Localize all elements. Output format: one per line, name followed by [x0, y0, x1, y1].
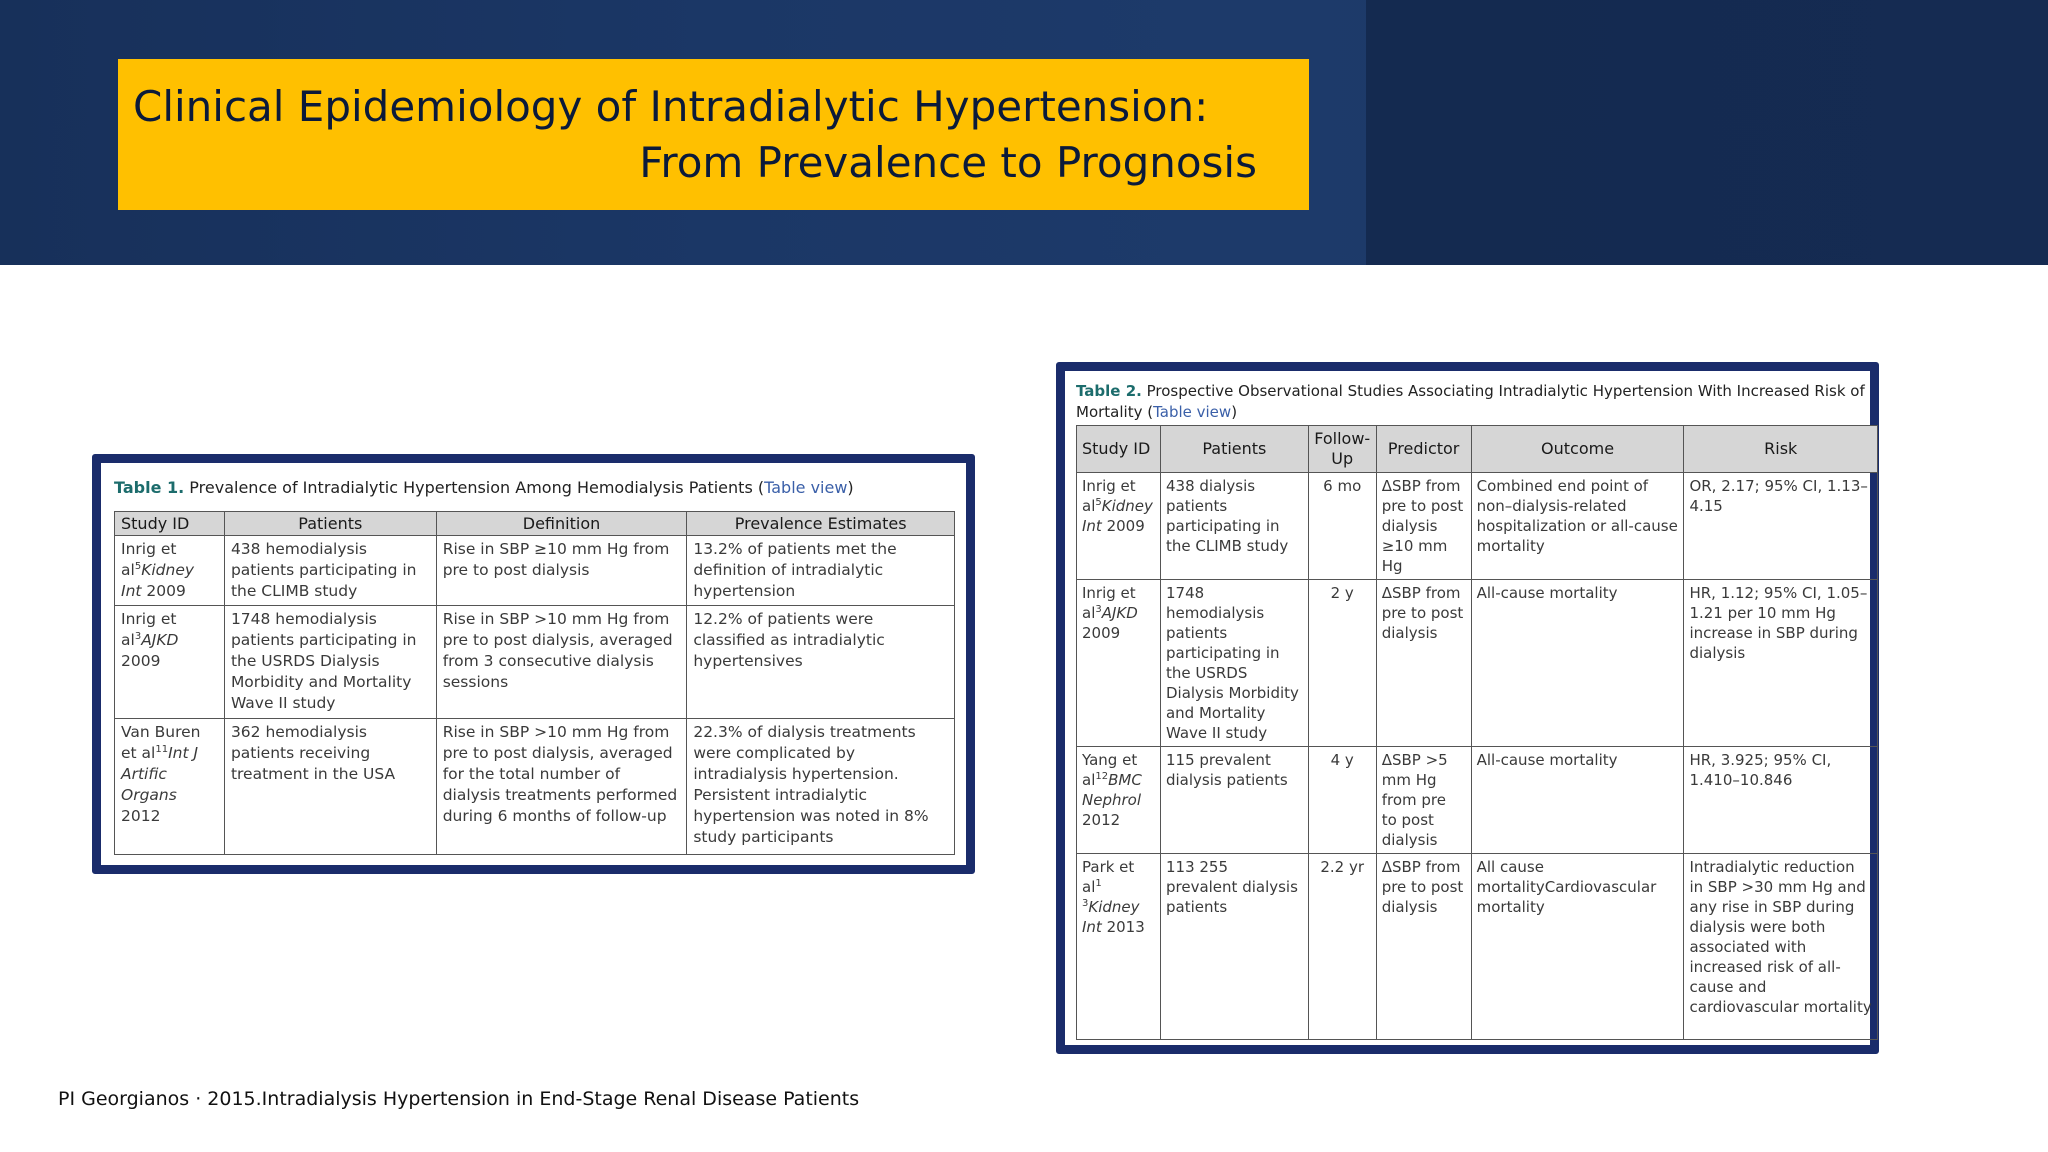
study-id-cell	[1077, 473, 1161, 580]
table2-caption-end: )	[1231, 403, 1238, 421]
slide-footer-citation: PI Georgianos · 2015.Intradialysis Hypertension in End-Stage Renal Disease Patients	[58, 1088, 860, 1110]
patients-cell: 115 prevalent dialysis patients	[1160, 747, 1308, 854]
table2-header-followup: Follow-Up	[1308, 426, 1376, 473]
definition-cell: Rise in SBP >10 mm Hg from pre to post dialysis, averaged from 3 consecutive dialysis sessions	[436, 606, 687, 719]
table2-header-outcome: Outcome	[1471, 426, 1684, 473]
patients-cell: 438 hemodialysis patients participating in the CLIMB study	[224, 536, 436, 606]
study-journal: AJKD	[141, 631, 179, 649]
table2-caption	[1076, 381, 1876, 423]
study-journal: Kidney Int	[121, 561, 195, 600]
study-ref: 11	[155, 743, 169, 755]
study-year: 2009	[1101, 517, 1145, 535]
study-id-cell	[115, 536, 225, 606]
study-id-cell	[1077, 580, 1161, 747]
outcome-cell: All cause mortalityCardiovascular mortality	[1471, 854, 1684, 1040]
study-author: Inrig et al	[1082, 584, 1136, 622]
table2-frame	[1056, 362, 1879, 1054]
study-author: Inrig et al	[121, 540, 177, 579]
patients-cell: 113 255 prevalent dialysis patients	[1160, 854, 1308, 1040]
table1	[114, 511, 955, 855]
table-row	[115, 536, 955, 606]
outcome-cell: All-cause mortality	[1471, 580, 1684, 747]
outcome-cell: Combined end point of non–dialysis-related hospitalization or all-cause mortality	[1471, 473, 1684, 580]
followup-cell: 4 y	[1308, 747, 1376, 854]
definition-cell: Rise in SBP ≥10 mm Hg from pre to post dialysis	[436, 536, 687, 606]
patients-cell: 438 dialysis patients participating in the CLIMB study	[1160, 473, 1308, 580]
table2-header-risk: Risk	[1684, 426, 1878, 473]
table1-header-study: Study ID	[115, 512, 225, 536]
title-line-1: Clinical Epidemiology of Intradialytic Hypertension:	[133, 82, 1209, 131]
prevalence-cell: 12.2% of patients were classified as intradialytic hypertensives	[687, 606, 955, 719]
study-ref: 12	[1095, 771, 1109, 782]
table1-label: Table 1.	[114, 478, 185, 497]
study-id-cell	[115, 719, 225, 855]
predictor-cell: ΔSBP >5 mm Hg from pre to post dialysis	[1376, 747, 1471, 854]
study-ref: 3	[1095, 604, 1102, 615]
study-journal: BMC Nephrol	[1082, 771, 1142, 809]
definition-cell: Rise in SBP >10 mm Hg from pre to post dialysis, averaged for the total number of dialysis treatments performed during 6 months of follow-up	[436, 719, 687, 855]
study-author: Park et al	[1082, 858, 1135, 896]
predictor-cell: ΔSBP from pre to post dialysis	[1376, 854, 1471, 1040]
study-id-cell	[1077, 854, 1161, 1040]
table1-header-row	[115, 512, 955, 536]
study-id-cell	[1077, 747, 1161, 854]
table-row	[115, 606, 955, 719]
patients-cell: 1748 hemodialysis patients participating in the USRDS Dialysis Morbidity and Mortality Wave II study	[1160, 580, 1308, 747]
title-line-2: From Prevalence to Prognosis	[639, 138, 1257, 187]
table2-header-study: Study ID	[1077, 426, 1161, 473]
followup-cell: 2 y	[1308, 580, 1376, 747]
study-ref: 5	[134, 560, 142, 572]
study-year: 2012	[1082, 811, 1121, 829]
study-ref: 1 3	[1082, 878, 1102, 909]
table2-header-predictor: Predictor	[1376, 426, 1471, 473]
risk-cell: HR, 1.12; 95% CI, 1.05–1.21 per 10 mm Hg increase in SBP during dialysis	[1684, 580, 1878, 747]
slide-title	[118, 59, 1309, 210]
table1-header-definition: Definition	[436, 512, 687, 536]
study-id-cell	[115, 606, 225, 719]
outcome-cell: All-cause mortality	[1471, 747, 1684, 854]
study-author: Inrig et al	[1082, 477, 1136, 515]
risk-cell: Intradialytic reduction in SBP >30 mm Hg and any rise in SBP during dialysis were both associated with increased risk of all-cause and cardiovascular mortality	[1684, 854, 1878, 1040]
table1-header-patients: Patients	[224, 512, 436, 536]
table2-caption-text: Prospective Observational Studies Associating Intradialytic Hypertension With Increased Risk of Mortality (	[1076, 382, 1865, 421]
study-journal: AJKD	[1101, 604, 1138, 622]
study-author: Inrig et al	[121, 610, 177, 649]
table1-view-link[interactable]: Table view	[764, 478, 848, 497]
study-journal: Kidney Int	[1082, 898, 1140, 936]
table-row	[1077, 747, 1878, 854]
table1-frame	[92, 454, 975, 874]
table2	[1076, 425, 1878, 1040]
table2-header-patients: Patients	[1160, 426, 1308, 473]
study-author: Yang et al	[1082, 751, 1138, 789]
followup-cell: 6 mo	[1308, 473, 1376, 580]
table-row	[1077, 854, 1878, 1040]
patients-cell: 362 hemodialysis patients receiving treatment in the USA	[224, 719, 436, 855]
table1-caption	[114, 477, 954, 498]
study-ref: 5	[1095, 497, 1102, 508]
study-journal: Kidney Int	[1082, 497, 1153, 535]
study-year: 2009	[141, 582, 186, 600]
study-year: 2009	[1082, 624, 1121, 642]
study-year: 2013	[1101, 918, 1145, 936]
prevalence-cell: 22.3% of dialysis treatments were complicated by intradialysis hypertension. Persistent intradialytic hypertension was noted in 8% study participants	[687, 719, 955, 855]
table-row	[1077, 580, 1878, 747]
study-year: 2009	[121, 652, 161, 670]
table2-view-link[interactable]: Table view	[1153, 403, 1232, 421]
table2-header-row	[1077, 426, 1878, 473]
risk-cell: HR, 3.925; 95% CI, 1.410–10.846	[1684, 747, 1878, 854]
table1-caption-end: )	[847, 478, 854, 497]
study-year: 2012	[121, 807, 161, 825]
table-row	[1077, 473, 1878, 580]
table1-header-prevalence: Prevalence Estimates	[687, 512, 955, 536]
table1-caption-text: Prevalence of Intradialytic Hypertension Among Hemodialysis Patients (	[184, 478, 765, 497]
predictor-cell: ΔSBP from pre to post dialysis	[1376, 580, 1471, 747]
header-right-shade	[1366, 0, 2048, 265]
table-row	[115, 719, 955, 855]
patients-cell: 1748 hemodialysis patients participating in the USRDS Dialysis Morbidity and Mortality Wave II study	[224, 606, 436, 719]
prevalence-cell: 13.2% of patients met the definition of intradialytic hypertension	[687, 536, 955, 606]
predictor-cell: ΔSBP from pre to post dialysis ≥10 mm Hg	[1376, 473, 1471, 580]
study-journal: Int J Artific Organs	[121, 744, 199, 804]
table2-label: Table 2.	[1076, 382, 1142, 400]
risk-cell: OR, 2.17; 95% CI, 1.13–4.15	[1684, 473, 1878, 580]
study-ref: 3	[134, 630, 142, 642]
study-author: Van Buren et al	[121, 723, 201, 762]
followup-cell: 2.2 yr	[1308, 854, 1376, 1040]
